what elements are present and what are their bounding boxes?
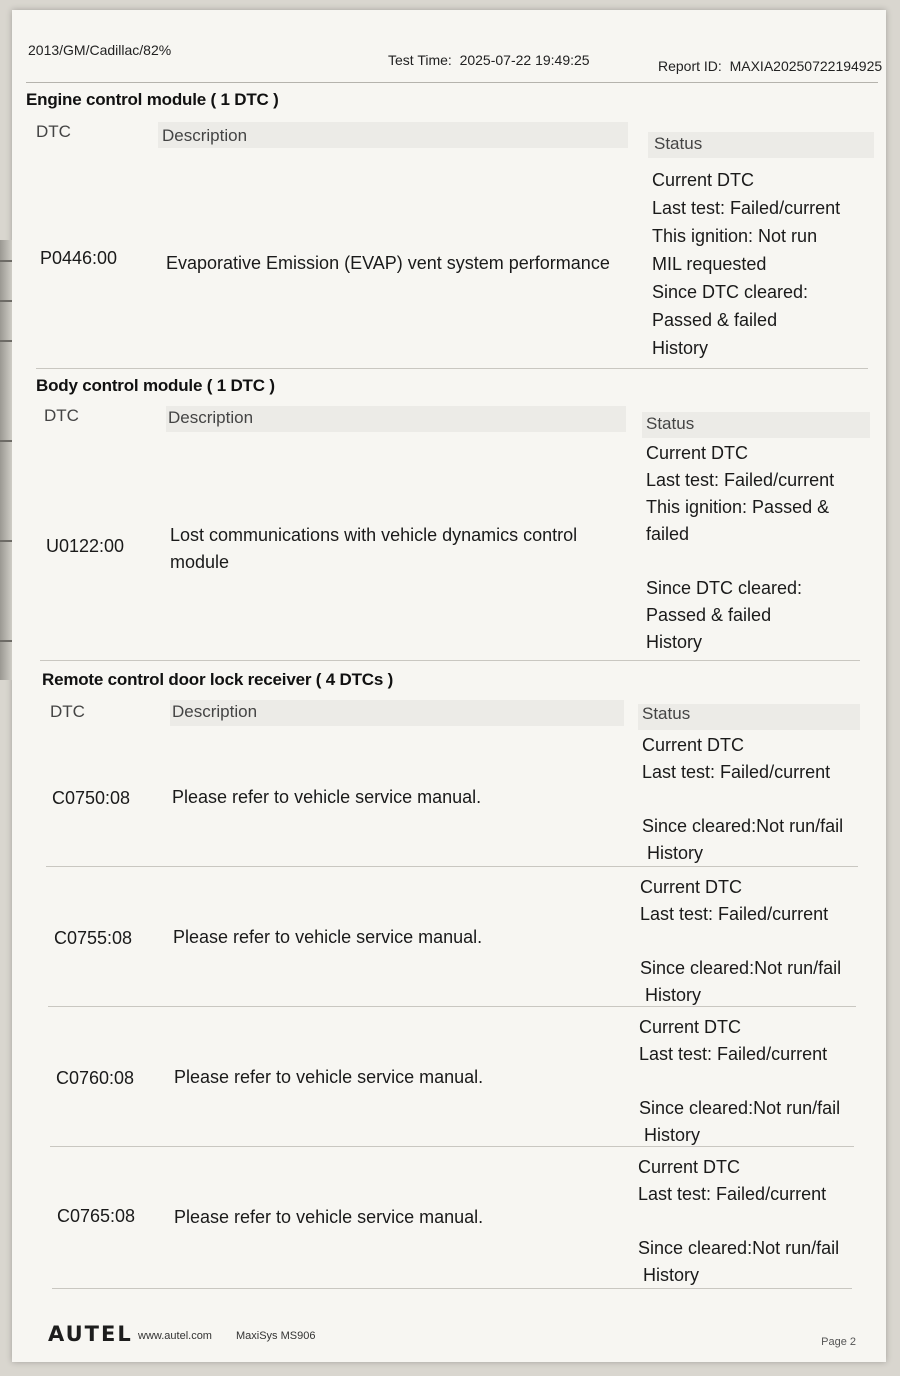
binder-edge xyxy=(0,240,12,680)
section-title-body: Body control module ( 1 DTC ) xyxy=(36,376,275,395)
dtc-code: U0122:00 xyxy=(46,536,125,556)
test-time-label: Test Time: xyxy=(388,52,452,68)
dtc-code: C0760:08 xyxy=(56,1068,135,1088)
row-divider xyxy=(48,1006,856,1007)
dtc-description: Please refer to vehicle service manual. xyxy=(174,1207,484,1227)
status-line: Current DTC xyxy=(646,443,749,463)
dtc-description: Please refer to vehicle service manual. xyxy=(173,927,483,947)
status-line xyxy=(638,1208,839,1235)
report-id-value: MAXIA20250722194925 xyxy=(729,58,883,74)
dtc-description: Please refer to vehicle service manual. xyxy=(172,787,482,807)
dtc-status xyxy=(646,440,834,656)
status-line: History xyxy=(638,1265,700,1285)
status-line: Since cleared:Not run/fail xyxy=(640,958,842,978)
dtc-status xyxy=(642,732,843,867)
status-line: Since cleared:Not run/fail xyxy=(638,1238,840,1258)
report-footer xyxy=(48,1322,876,1352)
row-divider xyxy=(36,368,868,369)
col-head-dtc: DTC xyxy=(44,406,79,425)
row-divider xyxy=(50,1146,854,1147)
header-divider xyxy=(26,82,878,83)
status-line xyxy=(640,928,841,955)
dtc-code: C0750:08 xyxy=(52,788,131,808)
dtc-description: Please refer to vehicle service manual. xyxy=(174,1067,484,1087)
status-line: Last test: Failed/current xyxy=(639,1044,828,1064)
status-line: Current DTC xyxy=(640,877,743,897)
col-head-status: Status xyxy=(642,704,691,723)
status-line: MIL requested xyxy=(652,254,767,274)
section-title-door-lock: Remote control door lock receiver ( 4 DTCs ) xyxy=(42,670,394,689)
status-line: failed xyxy=(646,524,690,544)
col-head-status: Status xyxy=(654,134,703,153)
status-line: History xyxy=(640,985,702,1005)
col-head-description: Description xyxy=(162,126,248,145)
status-line: Passed & failed xyxy=(646,605,772,625)
col-head-dtc: DTC xyxy=(36,122,71,141)
status-line: Last test: Failed/current xyxy=(638,1184,827,1204)
dtc-description: Lost communications with vehicle dynamics control module xyxy=(170,525,578,572)
status-line: Last test: Failed/current xyxy=(640,904,829,924)
report-id-label: Report ID: xyxy=(658,58,722,74)
vehicle-info: 2013/GM/Cadillac/82% xyxy=(28,42,172,58)
status-line: Passed & failed xyxy=(652,310,778,330)
report-page xyxy=(12,10,886,1362)
test-time-value: 2025-07-22 19:49:25 xyxy=(459,52,590,68)
status-line: History xyxy=(646,632,703,652)
col-head-description: Description xyxy=(168,408,254,427)
status-line: History xyxy=(639,1125,701,1145)
status-line: Since cleared:Not run/fail xyxy=(642,816,844,836)
autel-logo: AUTEL xyxy=(48,1322,133,1346)
status-line: Current DTC xyxy=(639,1017,742,1037)
col-head-dtc: DTC xyxy=(50,702,85,721)
dtc-code: P0446:00 xyxy=(40,248,118,268)
row-divider xyxy=(40,660,860,661)
status-line xyxy=(646,548,834,575)
status-line: Current DTC xyxy=(642,735,745,755)
status-line: This ignition: Not run xyxy=(652,226,818,246)
dtc-description: Evaporative Emission (EVAP) vent system performance xyxy=(166,253,610,273)
dtc-code: C0755:08 xyxy=(54,928,133,948)
status-line: History xyxy=(652,338,709,358)
dtc-status xyxy=(652,166,840,362)
status-line: Last test: Failed/current xyxy=(642,762,831,782)
report-id xyxy=(658,58,882,74)
row-divider xyxy=(46,866,858,867)
dtc-status xyxy=(639,1014,840,1149)
test-time xyxy=(388,52,590,68)
status-line: This ignition: Passed & xyxy=(646,497,830,517)
status-line: Last test: Failed/current xyxy=(646,470,835,490)
status-line: Since cleared:Not run/fail xyxy=(639,1098,841,1118)
report-header xyxy=(28,42,883,82)
footer-model: MaxiSys MS906 xyxy=(236,1330,316,1342)
dtc-status xyxy=(638,1154,839,1289)
status-line: History xyxy=(642,843,704,863)
col-head-status: Status xyxy=(646,414,695,433)
status-line xyxy=(639,1068,840,1095)
dtc-code: C0765:08 xyxy=(57,1206,136,1226)
status-line xyxy=(642,786,843,813)
status-line: Since DTC cleared: xyxy=(646,578,803,598)
status-line: Current DTC xyxy=(638,1157,741,1177)
page-number: Page 2 xyxy=(821,1336,856,1348)
row-divider xyxy=(52,1288,852,1289)
section-title-engine: Engine control module ( 1 DTC ) xyxy=(26,90,279,109)
status-line: Current DTC xyxy=(652,170,755,190)
footer-website: www.autel.com xyxy=(138,1330,212,1342)
dtc-status xyxy=(640,874,841,1009)
status-line: Last test: Failed/current xyxy=(652,198,841,218)
status-line: Since DTC cleared: xyxy=(652,282,809,302)
col-head-description: Description xyxy=(172,702,258,721)
